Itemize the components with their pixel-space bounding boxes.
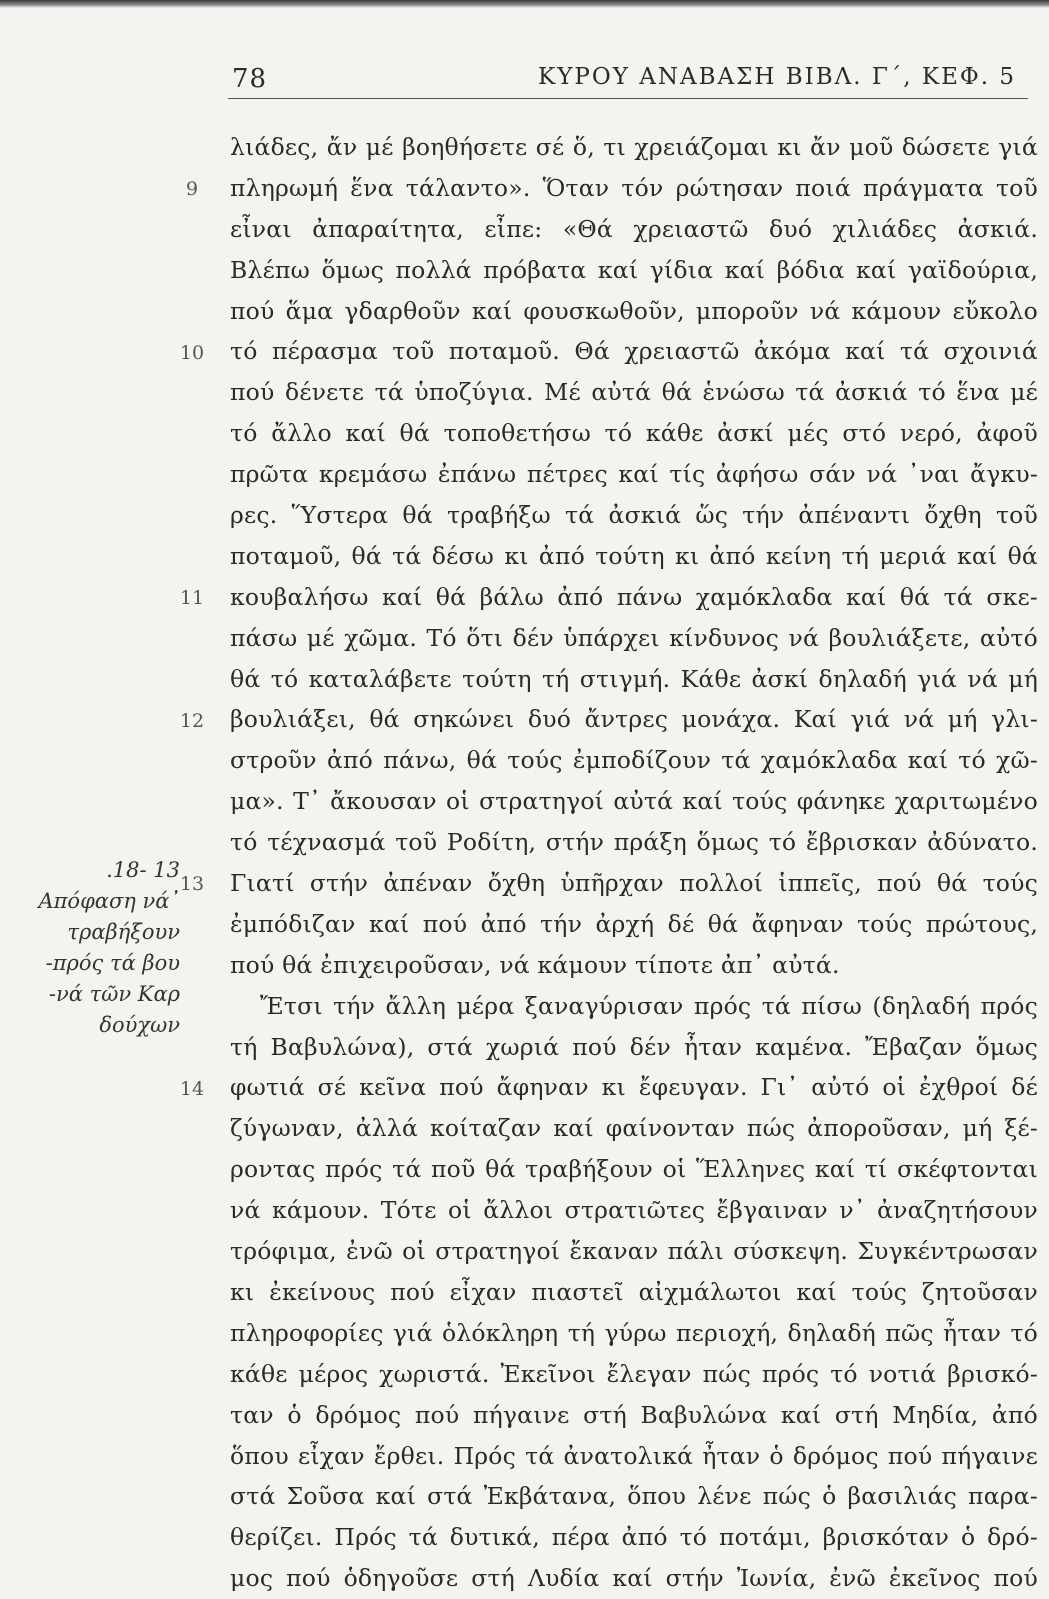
text-line: πάσω μέ χῶμα. Τό ὅτι δέν ὑπάρχει κίνδυνος νά βουλιάξετε, αὐτό [230, 623, 1038, 652]
paragraph-number: 9 [185, 177, 199, 200]
text-line: πού ἅμα γδαρθοῦν καί φουσκωθοῦν, μποροῦν νά κάμουν εὔκολο [230, 296, 1038, 325]
text-line: ροντας πρός τά ποῦ θά τραβήξουν οἱ Ἕλληνες καί τί σκέφτονται [230, 1155, 1038, 1184]
text-line: φωτιά σέ κεῖνα πού ἄφηναν κι ἔφευγαν. Γι᾽ αὐτό οἱ ἐχθροί δέ [230, 1073, 1038, 1102]
text-line: στροῦν ἀπό πάνω, θά τούς ἐμποδίζουν τά χαμόκλαδα καί τό χῶ- [230, 746, 1038, 775]
text-line: ζύγωναν, ἀλλά κοίταζαν καί φαίνονταν πώς ἀποροῦσαν, μή ξέ- [230, 1114, 1038, 1143]
margin-note-line: ᾿Απόφαση νά [38, 889, 180, 913]
text-line: Γιατί στήν ἀπέναν ὄχθη ὑπῆρχαν πολλοί ἱππεῖς, πού θά τούς [230, 869, 1038, 898]
text-line: κάθε μέρος χωριστά. Ἐκεῖνοι ἔλεγαν πώς πρός τό νοτιά βρισκό- [230, 1359, 1038, 1388]
running-title: ΚΥΡΟΥ ΑΝΑΒΑΣΗ ΒΙΒΛ. Γ΄, ΚΕΦ. 5 [538, 64, 1016, 90]
paragraph-number: 11 [179, 586, 205, 609]
text-line: τό ἄλλο καί θά τοποθετήσω τό κάθε ἀσκί μές στό νερό, ἀφοῦ [230, 419, 1038, 448]
text-line: τό πέρασμα τοῦ ποταμοῦ. Θά χρειαστῶ ἀκόμα καί τά σχοινιά [230, 337, 1038, 366]
text-line: ἐμπόδιζαν καί πού ἀπό τήν ἀρχή δέ θά ἄφηναν τούς πρώτους, [230, 909, 1038, 938]
text-line: πληροφορίες γιά ὁλόκληρη τή γύρω περιοχή, δηλαδή πῶς ἦταν τό [230, 1318, 1038, 1347]
page-edge-shadow [0, 0, 1049, 8]
margin-note-line: νά τῶν Καρ- [48, 982, 180, 1006]
margin-note-line: 13 -18. [106, 858, 180, 882]
text-line: πρῶτα κρεμάσω ἐπάνω πέτρες καί τίς ἀφήσω σάν νά ᾽ναι ἄγκυ- [230, 460, 1038, 489]
text-line: ρες. Ὕστερα θά τραβήξω τά ἀσκιά ὥς τήν ἀπέναντι ὄχθη τοῦ [230, 501, 1038, 530]
margin-note-line: δούχων [99, 1013, 180, 1037]
paragraph-number: 12 [179, 709, 205, 732]
text-line: μα». Τ᾽ ἄκουσαν οἱ στρατηγοί αὐτά καί τούς φάνηκε χαριτωμένο [230, 787, 1038, 816]
text-line: πού δένετε τά ὑποζύγια. Μέ αὐτά θά ἑνώσω τά ἀσκιά τό ἕνα μέ [230, 378, 1038, 407]
margin-note-line: πρός τά βου- [45, 951, 180, 975]
text-line: Βλέπω ὅμως πολλά πρόβατα καί γίδια καί βόδια καί γαϊδούρια, [230, 255, 1038, 284]
text-line: στά Σοῦσα καί στά Ἐκβάτανα, ὅπου λένε πώς ὁ βασιλιάς παρα- [230, 1482, 1038, 1511]
text-line: λιάδες, ἄν μέ βοηθήσετε σέ ὅ, τι χρειάζομαι κι ἄν μοῦ δώσετε γιά [230, 133, 1038, 161]
text-line: ταν ὁ δρόμος πού πήγαινε στή Βαβυλώνα καί στή Μηδία, ἀπό [230, 1400, 1038, 1429]
running-head [228, 58, 1028, 99]
page-number: 78 [232, 64, 268, 94]
text-line: εἶναι ἀπαραίτητα, εἶπε: «Θά χρειαστῶ δυό χιλιάδες ἀσκιά. [230, 214, 1038, 243]
text-line: πού θά ἐπιχειροῦσαν, νά κάμουν τίποτε ἀπ᾽ αὐτά. [230, 950, 840, 979]
text-line: τή Βαβυλώνα), στά χωριά πού δέν ἦταν καμένα. Ἔβαζαν ὅμως [230, 1032, 1038, 1061]
text-line: Ἔτσι τήν ἄλλη μέρα ξαναγύρισαν πρός τά πίσω (δηλαδή πρός [260, 991, 1038, 1020]
paragraph-number: 13 [179, 873, 205, 896]
paragraph-number: 10 [179, 341, 205, 364]
text-line: ὅπου εἶχαν ἔρθει. Πρός τά ἀνατολικά ἦταν ὁ δρόμος πού πήγαινε [230, 1441, 1038, 1470]
text-line: τρόφιμα, ἐνῶ οἱ στρατηγοί ἔκαναν πάλι σύσκεψη. Συγκέντρωσαν [230, 1237, 1038, 1266]
text-line: θά τό καταλάβετε τούτη τή στιγμή. Κάθε ἀσκί δηλαδή γιά νά μή [230, 664, 1038, 693]
text-line: νά κάμουν. Τότε οἱ ἄλλοι στρατιῶτες ἔβγαιναν ν᾽ ἀναζητήσουν [230, 1196, 1038, 1225]
margin-note-line: τραβήξουν [67, 920, 180, 944]
text-line: θερίζει. Πρός τά δυτικά, πέρα ἀπό τό ποτάμι, βρισκόταν ὁ δρό- [230, 1523, 1038, 1552]
text-line: κι ἐκείνους πού εἶχαν πιαστεῖ αἰχμάλωτοι καί τούς ζητοῦσαν [230, 1277, 1038, 1306]
text-line: μος πού ὁδηγοῦσε στή Λυδία καί στήν Ἰωνία, ἐνῶ ἐκεῖνος πού [230, 1564, 1038, 1593]
text-line: πληρωμή ἕνα τάλαντο». Ὅταν τόν ρώτησαν ποιά πράγματα τοῦ [230, 173, 1038, 202]
text-line: τό τέχνασμά τοῦ Ροδίτη, στήν πράξη ὅμως τό ἔβρισκαν ἀδύνατο. [230, 828, 1038, 857]
text-line: κουβαλήσω καί θά βάλω ἀπό πάνω χαμόκλαδα καί θά τά σκε- [230, 582, 1038, 611]
body-text [230, 127, 1038, 1599]
text-line: ποταμοῦ, θά τά δέσω κι ἀπό τούτη κι ἀπό κείνη τή μεριά καί θά [230, 541, 1038, 570]
paragraph-number: 14 [179, 1077, 205, 1100]
text-line: βουλιάξει, θά σηκώνει δυό ἄντρες μονάχα. Καί γιά νά μή γλι- [230, 705, 1038, 734]
